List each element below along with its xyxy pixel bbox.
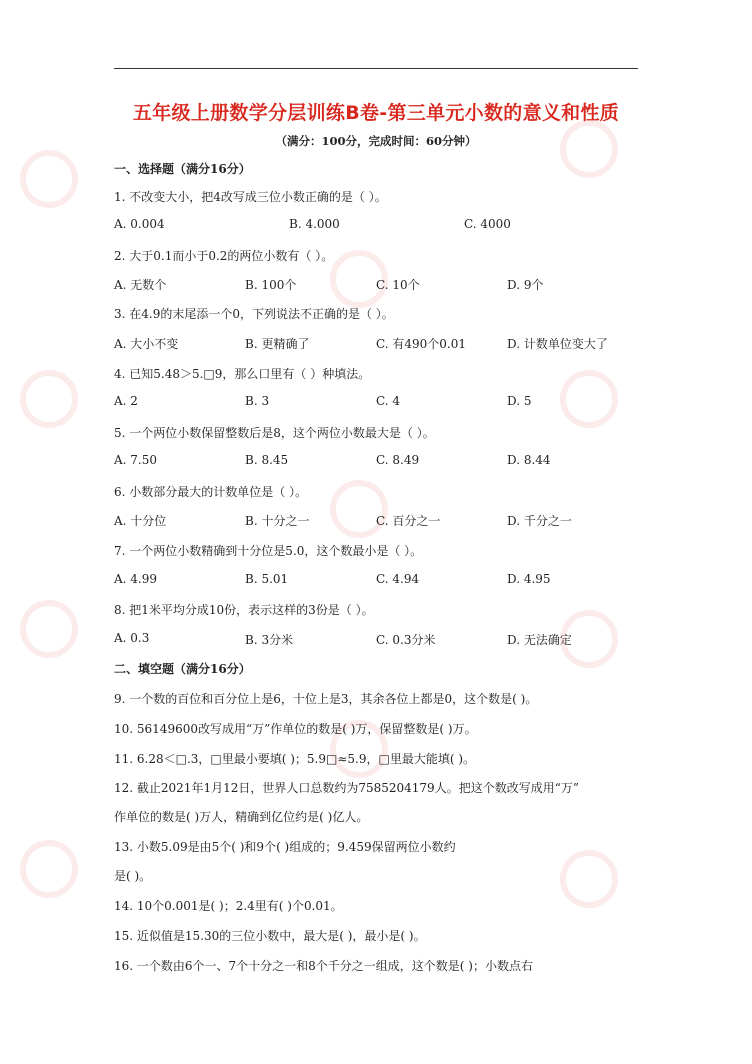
option-a: A. 2 xyxy=(114,394,138,408)
option-a: A. 大小不变 xyxy=(114,337,179,351)
option-a: A. 4.99 xyxy=(114,572,158,586)
option-b: B. 4.000 xyxy=(289,217,340,231)
question-15: 15. 近似值是15.30的三位小数中，最大是( )，最小是( )。 xyxy=(114,929,426,943)
question-8: 8. 把1米平均分成10份，表示这样的3份是（ ）。 xyxy=(114,603,374,617)
question-7: 7. 一个两位小数精确到十分位是5.0，这个数最小是（ ）。 xyxy=(114,544,423,558)
question-4: 4. 已知5.48＞5.□9，那么口里有（ ）种填法。 xyxy=(114,367,371,381)
option-c: C. 有490个0.01 xyxy=(376,337,467,351)
option-a: A. 0.3 xyxy=(114,631,150,645)
option-b: B. 十分之一 xyxy=(245,514,310,528)
question-5: 5. 一个两位小数保留整数后是8，这个两位小数最大是（ ）。 xyxy=(114,426,435,440)
option-c: C. 10个 xyxy=(376,278,420,292)
question-12-line-1: 12. 截止2021年1月12日，世界人口总数约为7585204179人。把这个数改写成用“万” xyxy=(114,781,579,795)
question-4-options xyxy=(114,394,674,410)
question-6-options xyxy=(114,512,674,528)
question-8-options xyxy=(114,631,674,647)
watermark-logo xyxy=(20,600,78,658)
question-9: 9. 一个数的百位和百分位上是6，十位上是3，其余各位上都是0，这个数是( )。 xyxy=(114,692,538,706)
option-c: C. 百分之一 xyxy=(376,514,441,528)
option-b: B. 5.01 xyxy=(245,572,289,586)
question-14: 14. 10个0.001是( )；2.4里有( )个0.01。 xyxy=(114,899,343,913)
question-13-line-2: 是( )。 xyxy=(114,869,152,883)
option-a: A. 无数个 xyxy=(114,278,167,292)
option-c: C. 0.3分米 xyxy=(376,633,436,647)
section-choice-heading: 一、选择题（满分16分） xyxy=(114,162,251,176)
question-13-line-1: 13. 小数5.09是由5个( )和9个( )组成的；9.459保留两位小数约 xyxy=(114,840,456,854)
option-c: C. 4.94 xyxy=(376,572,420,586)
question-5-options xyxy=(114,453,674,469)
question-7-options xyxy=(114,572,674,588)
option-c: C. 4000 xyxy=(464,217,511,231)
watermark-logo xyxy=(20,150,78,208)
question-3: 3. 在4.9的末尾添一个0，下列说法不正确的是（ ）。 xyxy=(114,307,394,321)
question-1-options xyxy=(114,217,674,233)
question-1: 1. 不改变大小，把4改写成三位小数正确的是（ ）。 xyxy=(114,190,387,204)
question-12-line-2: 作单位的数是( )万人，精确到亿位约是( )亿人。 xyxy=(114,810,369,824)
header-rule xyxy=(114,68,638,69)
option-b: B. 8.45 xyxy=(245,453,289,467)
question-11: 11. 6.28＜□.3，□里最小要填( )；5.9□≈5.9，□里最大能填( )。 xyxy=(114,752,475,766)
option-d: D. 千分之一 xyxy=(507,514,572,528)
question-2: 2. 大于0.1而小于0.2的两位小数有（ ）。 xyxy=(114,249,334,263)
watermark-logo xyxy=(20,840,78,898)
section-fill-heading: 二、填空题（满分16分） xyxy=(114,662,251,676)
question-2-options xyxy=(114,276,674,292)
question-16: 16. 一个数由6个一、7个十分之一和8个千分之一组成，这个数是( )；小数点右 xyxy=(114,959,533,973)
option-b: B. 更精确了 xyxy=(245,337,310,351)
watermark-logo xyxy=(560,850,618,908)
option-c: C. 8.49 xyxy=(376,453,420,467)
option-b: B. 3 xyxy=(245,394,270,408)
option-b: B. 3分米 xyxy=(245,633,294,647)
watermark-logo xyxy=(20,370,78,428)
option-c: C. 4 xyxy=(376,394,401,408)
option-a: A. 0.004 xyxy=(114,217,165,231)
page-subtitle: （满分：100分，完成时间：60分钟） xyxy=(275,134,477,148)
question-10: 10. 56149600改写成用“万”作单位的数是( )万，保留整数是( )万。 xyxy=(114,722,477,736)
watermark-logo xyxy=(560,120,618,178)
watermark-logo xyxy=(330,480,388,538)
option-d: D. 5 xyxy=(507,394,532,408)
question-6: 6. 小数部分最大的计数单位是（ ）。 xyxy=(114,485,308,499)
option-d: D. 计数单位变大了 xyxy=(507,337,608,351)
option-d: D. 9个 xyxy=(507,278,544,292)
option-a: A. 十分位 xyxy=(114,514,167,528)
option-d: D. 8.44 xyxy=(507,453,551,467)
page-title: 五年级上册数学分层训练B卷-第三单元小数的意义和性质 xyxy=(132,102,620,124)
option-b: B. 100个 xyxy=(245,278,297,292)
option-d: D. 4.95 xyxy=(507,572,551,586)
option-a: A. 7.50 xyxy=(114,453,158,467)
option-d: D. 无法确定 xyxy=(507,633,572,647)
question-3-options xyxy=(114,335,674,351)
